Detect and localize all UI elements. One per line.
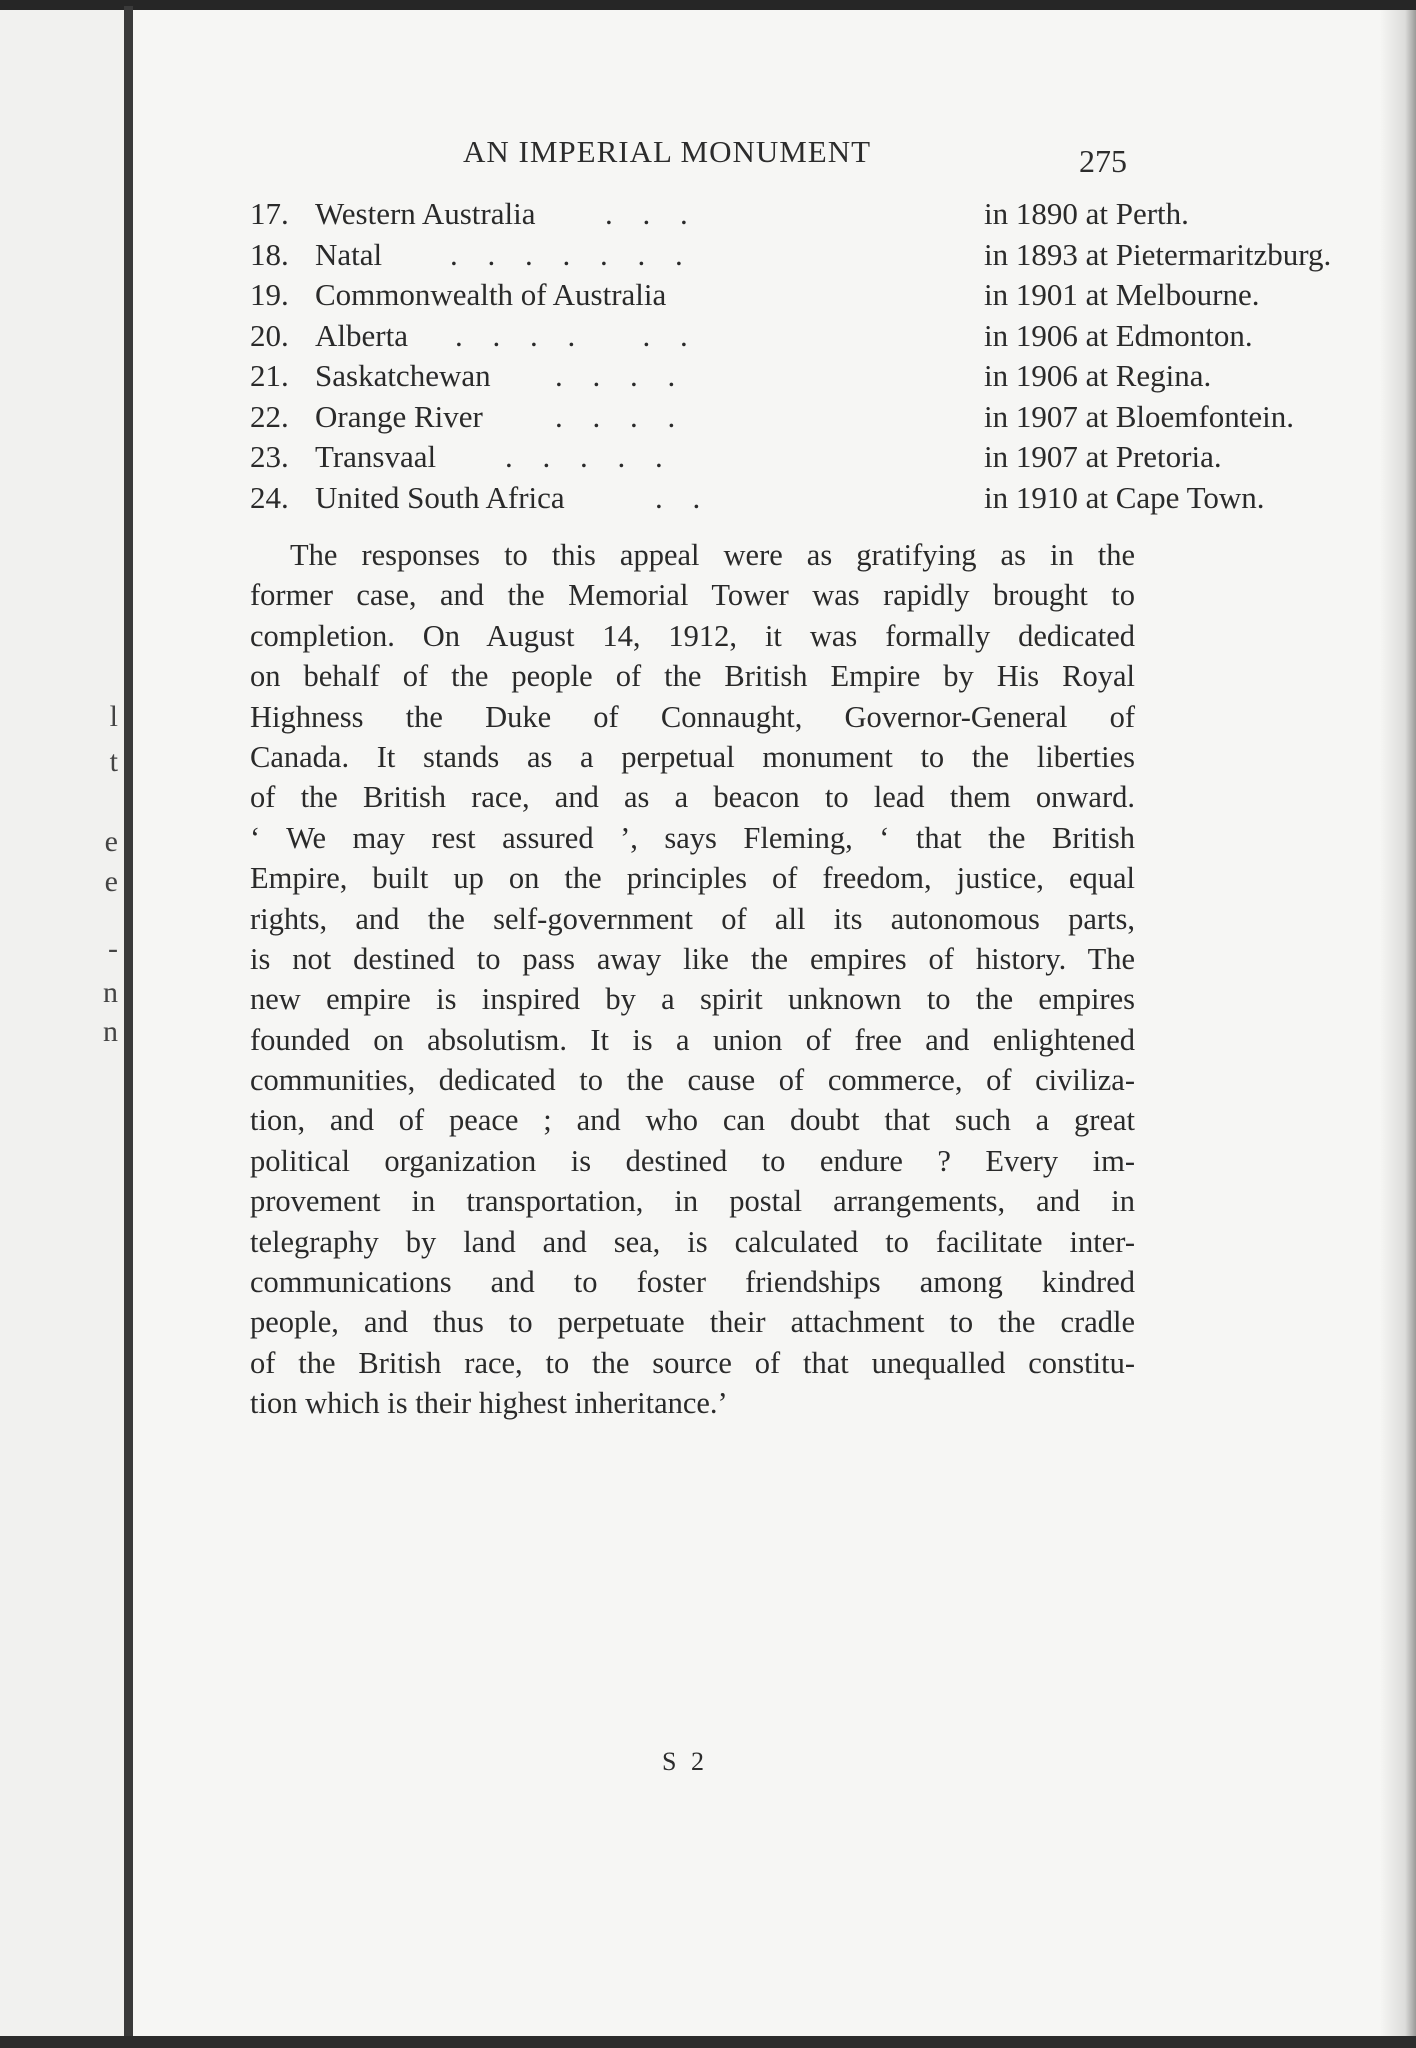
facing-page-fragment: n	[103, 976, 118, 1009]
signature-mark: S 2	[662, 1747, 708, 1776]
dot-leaders: . . . . .	[505, 439, 674, 474]
text-line: rights, and the self-government of all its autonomous parts,	[250, 901, 1135, 936]
item-name: Alberta	[315, 317, 408, 353]
item-detail: in 1893 at Pietermaritzburg.	[984, 236, 1332, 272]
text-line: ‘ We may rest assured ’, says Fleming, ‘ that the British	[250, 820, 1135, 855]
dot-leaders: . .	[655, 479, 712, 515]
item-name: United South Africa	[315, 479, 565, 515]
text-line: communications and to foster friendships among kindred	[250, 1265, 1135, 1300]
list-item	[250, 236, 1332, 278]
text-line: political organization is destined to endure ? Every im-	[250, 1143, 1135, 1178]
text-line: Highness the Duke of Connaught, Governor-General of	[250, 699, 1135, 734]
text-line: provement in transportation, in postal arrangements, and in	[250, 1184, 1135, 1219]
item-detail: in 1906 at Regina.	[984, 358, 1212, 393]
list-item	[250, 398, 1294, 440]
item-number: 22.	[250, 398, 289, 434]
text-line: telegraphy by land and sea, is calculated to facilitate inter-	[250, 1224, 1135, 1259]
text-line: on behalf of the people of the British Empire by His Royal	[250, 659, 1135, 694]
text-line: former case, and the Memorial Tower was rapidly brought to	[250, 578, 1135, 613]
list-item	[250, 196, 1189, 237]
text-line: The responses to this appeal were as gratifying as in the	[290, 538, 1135, 572]
scan-top-edge	[0, 0, 1416, 10]
book-gutter	[124, 6, 133, 2038]
facing-page-fragment: e	[104, 825, 118, 858]
dot-leaders: . . .	[605, 196, 699, 231]
province-list	[250, 196, 1332, 520]
facing-page-fragment: n	[103, 1015, 118, 1048]
item-number: 21.	[250, 358, 289, 393]
text-line: new empire is inspired by a spirit unknown to the empires	[250, 982, 1135, 1017]
item-detail: in 1910 at Cape Town.	[984, 479, 1265, 515]
text-line: of the British race, and as a beacon to lead them onward.	[250, 780, 1135, 815]
item-number: 17.	[250, 196, 289, 231]
dot-leaders: . . . .	[555, 358, 687, 393]
facing-page-fragment: l	[109, 700, 118, 733]
text-line: Canada. It stands as a perpetual monument to the liberties	[250, 739, 1135, 774]
item-name: Western Australia	[315, 196, 536, 231]
text-line: tion, and of peace ; and who can doubt that such a great	[250, 1103, 1135, 1138]
text-line: founded on absolutism. It is a union of free and enlightened	[250, 1022, 1135, 1057]
text-line: is not destined to pass away like the empires of history. The	[250, 941, 1135, 976]
item-number: 20.	[250, 317, 289, 353]
item-number: 19.	[250, 277, 289, 312]
item-name: Natal	[315, 236, 383, 272]
item-name: Transvaal	[315, 439, 437, 474]
list-item	[250, 277, 1260, 318]
item-detail: in 1907 at Bloemfontein.	[984, 398, 1294, 434]
page-edge-shadow	[1380, 10, 1416, 2036]
text-line: people, and thus to perpetuate their attachment to the cradle	[250, 1305, 1135, 1340]
item-name: Saskatchewan	[315, 358, 491, 393]
running-head: AN IMPERIAL MONUMENT	[463, 134, 872, 169]
item-number: 24.	[250, 479, 289, 515]
item-detail: in 1890 at Perth.	[984, 196, 1189, 231]
dot-leaders: . . . .	[555, 398, 687, 434]
item-detail: in 1907 at Pretoria.	[984, 439, 1222, 474]
text-line: Empire, built up on the principles of freedom, justice, equal	[250, 861, 1135, 896]
item-detail: in 1901 at Melbourne.	[984, 277, 1260, 312]
page-number: 275	[1079, 143, 1127, 179]
item-name: Commonwealth of Australia	[315, 277, 667, 312]
text-line: completion. On August 14, 1912, it was formally dedicated	[250, 618, 1135, 653]
scan-bottom-edge	[0, 2036, 1416, 2048]
text-line: tion which is their highest inheritance.’	[250, 1386, 728, 1421]
facing-page-fragment: e	[104, 865, 118, 898]
facing-page-edge	[0, 10, 124, 2036]
dot-leaders: . . . . . .	[455, 317, 699, 353]
item-number: 18.	[250, 236, 289, 272]
facing-page-fragment: -	[108, 932, 118, 965]
item-name: Orange River	[315, 398, 483, 434]
list-item	[250, 317, 1253, 359]
body-paragraph	[250, 535, 1135, 1424]
item-detail: in 1906 at Edmonton.	[984, 317, 1253, 353]
dot-leaders: . . . . . . .	[450, 236, 694, 272]
text-line: communities, dedicated to the cause of commerce, of civiliza-	[250, 1063, 1135, 1098]
item-number: 23.	[250, 439, 289, 474]
facing-page-fragment: t	[109, 745, 118, 778]
text-line: of the British race, to the source of that unequalled constitu-	[250, 1345, 1135, 1380]
list-item	[250, 479, 1265, 521]
list-item	[250, 358, 1212, 399]
list-item	[250, 439, 1222, 480]
